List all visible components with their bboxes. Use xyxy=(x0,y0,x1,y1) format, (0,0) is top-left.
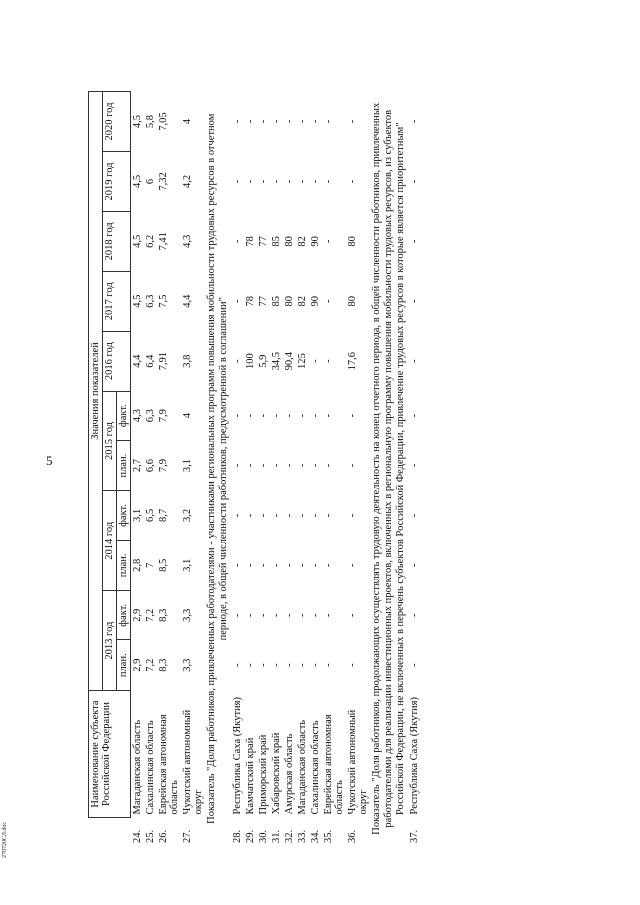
header-2015-plan: план. xyxy=(117,440,131,491)
value-cell: - xyxy=(323,663,335,667)
value-cell: - xyxy=(323,513,335,518)
value-cell: - xyxy=(284,563,296,568)
header-2015: 2015 год xyxy=(103,391,117,491)
row-number: 25. xyxy=(145,829,157,843)
region-name: Республика Саха (Якутия) xyxy=(232,697,244,815)
value-cell: - xyxy=(232,513,244,518)
value-cell: - xyxy=(297,663,309,667)
value-cell: 78 xyxy=(245,236,257,247)
value-cell: - xyxy=(245,179,257,184)
table-row xyxy=(270,92,283,847)
value-cell: - xyxy=(323,359,335,363)
value-cell: - xyxy=(347,413,359,418)
value-cell: 2,7 xyxy=(132,458,144,473)
value-cell: - xyxy=(245,613,257,618)
value-cell: - xyxy=(347,179,359,184)
value-cell: 6,2 xyxy=(145,234,157,248)
value-cell: 6 xyxy=(145,178,157,185)
value-cell: 4,4 xyxy=(182,294,194,308)
value-cell: - xyxy=(258,663,270,667)
page-number: 5 xyxy=(46,453,53,468)
value-cell: - xyxy=(347,663,359,667)
table-row xyxy=(131,92,145,847)
value-cell: 4,3 xyxy=(182,234,194,248)
value-cell: 5,9 xyxy=(258,354,270,368)
table-row xyxy=(257,92,270,847)
header-2013-plan: план. xyxy=(117,640,131,691)
header-2014-fact: факт. xyxy=(117,491,131,540)
header-2020: 2020 год xyxy=(103,92,131,152)
value-cell: - xyxy=(323,413,335,418)
value-cell: - xyxy=(409,563,421,568)
value-cell: 4,5 xyxy=(132,174,144,189)
value-cell: - xyxy=(323,239,335,244)
row-number: 28. xyxy=(232,829,244,843)
region-name: Еврейская автономная область xyxy=(158,714,181,815)
value-cell: - xyxy=(284,663,296,667)
table-row xyxy=(181,92,205,847)
value-cell: 7,91 xyxy=(158,351,170,371)
value-cell: - xyxy=(271,613,283,618)
value-cell: - xyxy=(347,513,359,518)
region-name: Сахалинская область xyxy=(145,720,157,815)
value-cell: 4 xyxy=(182,413,194,419)
value-cell: - xyxy=(409,299,421,303)
value-cell: - xyxy=(284,513,296,518)
value-cell: - xyxy=(271,663,283,667)
value-cell: 6,3 xyxy=(145,294,157,308)
table-body-b xyxy=(231,92,370,847)
value-cell: - xyxy=(310,563,322,568)
value-cell: 7 xyxy=(145,562,157,568)
value-cell: - xyxy=(409,413,421,418)
indicator-c-section xyxy=(370,92,408,847)
value-cell: - xyxy=(409,359,421,363)
table-row xyxy=(309,92,322,847)
value-cell: - xyxy=(232,563,244,568)
table-row xyxy=(244,92,257,847)
value-cell: - xyxy=(258,613,270,618)
value-cell: - xyxy=(245,563,257,568)
value-cell: 6,5 xyxy=(145,508,157,523)
value-cell: - xyxy=(409,513,421,518)
value-cell: - xyxy=(271,179,283,184)
value-cell: - xyxy=(347,613,359,618)
value-cell: - xyxy=(297,513,309,518)
value-cell: 7,9 xyxy=(158,458,170,473)
value-cell: 125 xyxy=(297,353,309,369)
value-cell: 85 xyxy=(271,295,283,307)
value-cell: - xyxy=(271,513,283,518)
value-cell: 8,3 xyxy=(158,608,170,622)
header-2015-fact: факт. xyxy=(117,391,131,440)
region-name: Камчатский край xyxy=(245,737,257,815)
value-cell: 34,5 xyxy=(271,351,283,371)
value-cell: 8,3 xyxy=(158,658,170,672)
table-row xyxy=(157,92,181,847)
value-cell: - xyxy=(409,663,421,667)
value-cell: - xyxy=(284,613,296,618)
value-cell: 4,3 xyxy=(132,409,144,423)
value-cell: - xyxy=(258,563,270,568)
value-cell: 80 xyxy=(347,236,359,247)
value-cell: 4,5 xyxy=(132,114,144,129)
value-cell: - xyxy=(409,239,421,244)
value-cell: 7,2 xyxy=(145,658,157,672)
row-number: 36. xyxy=(347,829,359,843)
row-number: 27. xyxy=(182,829,194,843)
value-cell: 85 xyxy=(271,236,283,247)
row-number: 29. xyxy=(245,829,257,843)
value-cell: - xyxy=(323,563,335,568)
indicators-table xyxy=(88,91,421,846)
value-cell: 80 xyxy=(284,295,296,307)
table-row xyxy=(231,92,244,847)
value-cell: 7,9 xyxy=(158,409,170,423)
value-cell: 8,7 xyxy=(158,508,170,523)
value-cell: 90 xyxy=(310,236,322,247)
region-name: Хабаровский край xyxy=(271,732,283,815)
table-body-a xyxy=(131,92,206,847)
row-number: 24. xyxy=(131,829,143,843)
value-cell: - xyxy=(323,179,335,184)
value-cell: - xyxy=(245,513,257,518)
value-cell: - xyxy=(409,613,421,618)
value-cell: 7,05 xyxy=(158,112,170,131)
value-cell: - xyxy=(310,119,322,124)
header-values-group: Значения показателей xyxy=(89,92,103,691)
value-cell: - xyxy=(271,463,283,468)
value-cell: - xyxy=(297,613,309,618)
value-cell: 4,4 xyxy=(132,354,144,368)
value-cell: 6,4 xyxy=(145,354,157,368)
value-cell: - xyxy=(297,563,309,568)
footer-code: 270720СЛ.doc xyxy=(2,821,8,858)
value-cell: 7,5 xyxy=(158,294,170,308)
value-cell: 3,3 xyxy=(182,658,194,672)
value-cell: - xyxy=(409,119,421,124)
value-cell: 2,9 xyxy=(132,608,144,622)
value-cell: - xyxy=(310,613,322,618)
row-number: 30. xyxy=(258,829,270,843)
value-cell: - xyxy=(297,463,309,468)
value-cell: 100 xyxy=(245,353,257,369)
value-cell: - xyxy=(258,119,270,124)
value-cell: - xyxy=(310,463,322,468)
value-cell: - xyxy=(271,563,283,568)
value-cell: - xyxy=(347,563,359,568)
value-cell: - xyxy=(232,119,244,124)
indicator-b-section xyxy=(205,92,231,847)
value-cell: 6,6 xyxy=(145,458,157,473)
region-name: Сахалинская область xyxy=(310,720,322,815)
value-cell: 3,1 xyxy=(182,458,194,473)
indicator-b-title: Показатель "Доля работников, привлеченных работодателями - участниками региональных программ повышения мобильности трудовых ресурсов в отчетном периоде, в общей численности работников, предусмотренной в соглашении" xyxy=(206,113,230,824)
value-cell: - xyxy=(310,179,322,184)
value-cell: 3,1 xyxy=(132,508,144,523)
table-row xyxy=(322,92,346,847)
value-cell: - xyxy=(297,179,309,184)
value-cell: - xyxy=(347,463,359,468)
value-cell: - xyxy=(258,413,270,418)
value-cell: 2,9 xyxy=(132,658,144,672)
value-cell: - xyxy=(232,179,244,184)
value-cell: - xyxy=(323,119,335,124)
value-cell: 3,3 xyxy=(182,608,194,622)
value-cell: 90 xyxy=(310,295,322,307)
rotated-page-content xyxy=(88,86,596,846)
row-number: 31. xyxy=(271,829,283,843)
row-number: 26. xyxy=(158,829,170,843)
value-cell: - xyxy=(297,119,309,124)
value-cell: 2,8 xyxy=(132,558,144,572)
value-cell: - xyxy=(271,119,283,124)
table-body-c xyxy=(408,92,421,847)
header-2014: 2014 год xyxy=(103,491,117,591)
value-cell: 6,3 xyxy=(145,409,157,423)
region-name: Чукотский автономный округ xyxy=(347,709,370,815)
value-cell: - xyxy=(323,299,335,303)
value-cell: - xyxy=(323,613,335,618)
header-2017: 2017 год xyxy=(103,271,131,331)
value-cell: - xyxy=(284,179,296,184)
value-cell: 8,5 xyxy=(158,558,170,572)
value-cell: 3,1 xyxy=(182,558,194,572)
value-cell: 3,8 xyxy=(182,354,194,368)
row-number: 37. xyxy=(409,829,421,843)
value-cell: - xyxy=(258,179,270,184)
region-name: Магаданская область xyxy=(132,719,144,815)
value-cell: 17,6 xyxy=(347,351,359,371)
value-cell: - xyxy=(284,463,296,468)
value-cell: 5,8 xyxy=(145,114,157,129)
value-cell: - xyxy=(232,463,244,468)
row-number: 32. xyxy=(284,829,296,843)
value-cell: - xyxy=(245,119,257,124)
table-row xyxy=(408,92,421,847)
value-cell: - xyxy=(310,513,322,518)
value-cell: - xyxy=(409,179,421,184)
value-cell: 80 xyxy=(347,295,359,307)
region-name: Чукотский автономный округ xyxy=(182,709,205,815)
value-cell: - xyxy=(297,413,309,418)
value-cell: - xyxy=(310,413,322,418)
value-cell: - xyxy=(310,359,322,363)
value-cell: - xyxy=(258,513,270,518)
value-cell: - xyxy=(245,663,257,667)
region-name: Магаданская область xyxy=(297,719,309,815)
header-2014-plan: план. xyxy=(117,540,131,591)
value-cell: 7,2 xyxy=(145,608,157,622)
table-row xyxy=(296,92,309,847)
value-cell: - xyxy=(310,663,322,667)
value-cell: - xyxy=(347,119,359,124)
header-region: Наименование субъекта Российской Федерации xyxy=(89,691,131,818)
value-cell: - xyxy=(245,463,257,468)
row-number: 33. xyxy=(297,829,309,843)
value-cell: - xyxy=(232,413,244,418)
value-cell: 82 xyxy=(297,236,309,247)
value-cell: - xyxy=(232,239,244,244)
region-name: Еврейская автономная область xyxy=(323,714,346,815)
header-2019: 2019 год xyxy=(103,152,131,212)
value-cell: 90,4 xyxy=(284,351,296,371)
value-cell: - xyxy=(232,299,244,303)
value-cell: - xyxy=(245,413,257,418)
region-name: Амурская область xyxy=(284,733,296,815)
value-cell: 77 xyxy=(258,295,270,307)
value-cell: - xyxy=(271,413,283,418)
value-cell: - xyxy=(232,613,244,618)
table-row xyxy=(144,92,157,847)
value-cell: 3,2 xyxy=(182,508,194,523)
header-2013: 2013 год xyxy=(103,591,117,691)
value-cell: - xyxy=(284,413,296,418)
table-row xyxy=(283,92,296,847)
value-cell: 4 xyxy=(182,118,194,125)
value-cell: - xyxy=(284,119,296,124)
value-cell: 7,32 xyxy=(158,172,170,191)
value-cell: 80 xyxy=(284,236,296,247)
value-cell: - xyxy=(409,463,421,468)
indicator-c-title: Показатель "Доля работников, продолжающих осуществлять трудовую деятельность на конец отчетного периода, в общей численности работников, привлеченных работодателями для реализации инвестиционных проектов, включенных в региональную программу повышения мобильности трудовых ресурсов, из субъектов Российской Федерации, не включенных в перечень субъектов Российской Федерации, привлечение трудовых ресурсов в которые является приоритетным" xyxy=(371,102,407,835)
value-cell: 78 xyxy=(245,295,257,307)
value-cell: 77 xyxy=(258,236,270,247)
value-cell: - xyxy=(232,663,244,667)
row-number: 35. xyxy=(323,829,335,843)
value-cell: 82 xyxy=(297,295,309,307)
header-2018: 2018 год xyxy=(103,211,131,271)
value-cell: 4,2 xyxy=(182,174,194,189)
value-cell: 4,5 xyxy=(132,294,144,308)
region-name: Республика Саха (Якутия) xyxy=(409,697,421,815)
value-cell: - xyxy=(258,463,270,468)
value-cell: - xyxy=(323,463,335,468)
header-2013-fact: факт. xyxy=(117,591,131,640)
value-cell: 7,41 xyxy=(158,232,170,251)
header-2016: 2016 год xyxy=(103,331,131,391)
region-name: Приморский край xyxy=(258,734,270,815)
value-cell: - xyxy=(232,359,244,363)
header-num-spacer xyxy=(89,818,131,847)
row-number: 34. xyxy=(310,829,322,843)
value-cell: 4,5 xyxy=(132,234,144,248)
table-row xyxy=(346,92,370,847)
